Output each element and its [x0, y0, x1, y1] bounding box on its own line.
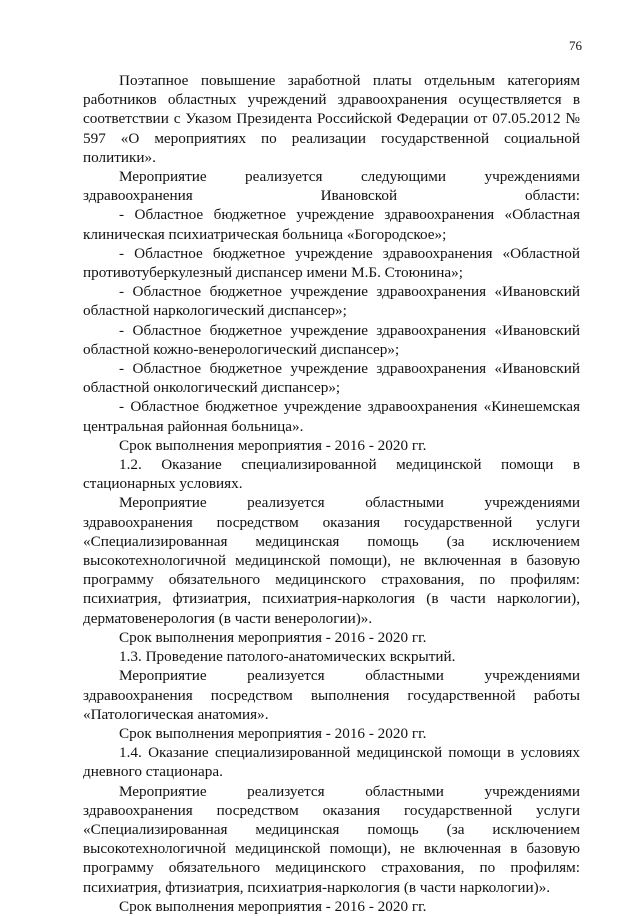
list-item: - Областное бюджетное учреждение здравоохранения «Ивановский областной онкологический диспансер»;	[83, 360, 580, 397]
list-item: - Областное бюджетное учреждение здравоохранения «Ивановский областной кожно-венерологический диспансер»;	[83, 321, 580, 358]
list-item: - Областное бюджетное учреждение здравоохранения «Кинешемская центральная районная больница».	[83, 398, 580, 435]
list-item: - Областное бюджетное учреждение здравоохранения «Ивановский областной наркологический диспансер»;	[83, 283, 580, 320]
section-heading-1-3: 1.3. Проведение патолого-анатомических вскрытий.	[119, 648, 456, 666]
document-body	[83, 71, 580, 916]
list-item: - Областное бюджетное учреждение здравоохранения «Областной противотуберкулезный диспансер имени М.Б. Стоюнина»;	[83, 244, 580, 282]
page-number: 76	[569, 38, 582, 53]
paragraph-deadline: Срок выполнения мероприятия - 2016 - 2020 гг.	[119, 897, 427, 915]
section-heading-1-2: 1.2. Оказание специализированной медицинской помощи в стационарных условиях.	[83, 456, 580, 493]
paragraph-deadline: Срок выполнения мероприятия - 2016 - 2020 гг.	[119, 628, 427, 646]
paragraph-deadline: Срок выполнения мероприятия - 2016 - 2020 гг.	[119, 436, 427, 454]
list-item: - Областное бюджетное учреждение здравоохранения «Областная клиническая психиатрическая больница «Богородское»;	[83, 206, 580, 243]
paragraph-intro: Поэтапное повышение заработной платы отдельным категориям работников областных учреждений здравоохранения осуществляется в соответствии с Указом Президента Российской Федерации от 07.05.2012 № 597 «О мероприятиях по реализации государственной социальной политики».	[83, 72, 580, 166]
paragraph-deadline: Срок выполнения мероприятия - 2016 - 2020 гг.	[119, 724, 427, 742]
paragraph-body: Мероприятие реализуется областными учреждениями здравоохранения посредством выполнения государственной работы «Патологическая анатомия».	[83, 667, 580, 723]
paragraph-body: Мероприятие реализуется областными учреждениями здравоохранения посредством оказания государственной услуги «Специализированная медицинская помощь (за исключением высокотехнологичной медицинской помощи), не включенная в базовую программу обязательного медицинского страхования, по профилям: психиатрия, фтизиатрия, психиатрия-наркология (в части наркологии), дерматовенерология (в части венерологии)».	[83, 494, 580, 627]
paragraph-institutions-intro: Мероприятие реализуется следующими учреждениями здравоохранения Ивановской области:	[83, 168, 580, 205]
section-heading-1-4: 1.4. Оказание специализированной медицинской помощи в условиях дневного стационара.	[83, 744, 580, 781]
paragraph-body: Мероприятие реализуется областными учреждениями здравоохранения посредством оказания государственной услуги «Специализированная медицинская помощь (за исключением высокотехнологичной медицинской помощи), не включенная в базовую программу обязательного медицинского страхования, по профилям: психиатрия, фтизиатрия, психиатрия-наркология (в части наркологии)».	[83, 782, 580, 896]
